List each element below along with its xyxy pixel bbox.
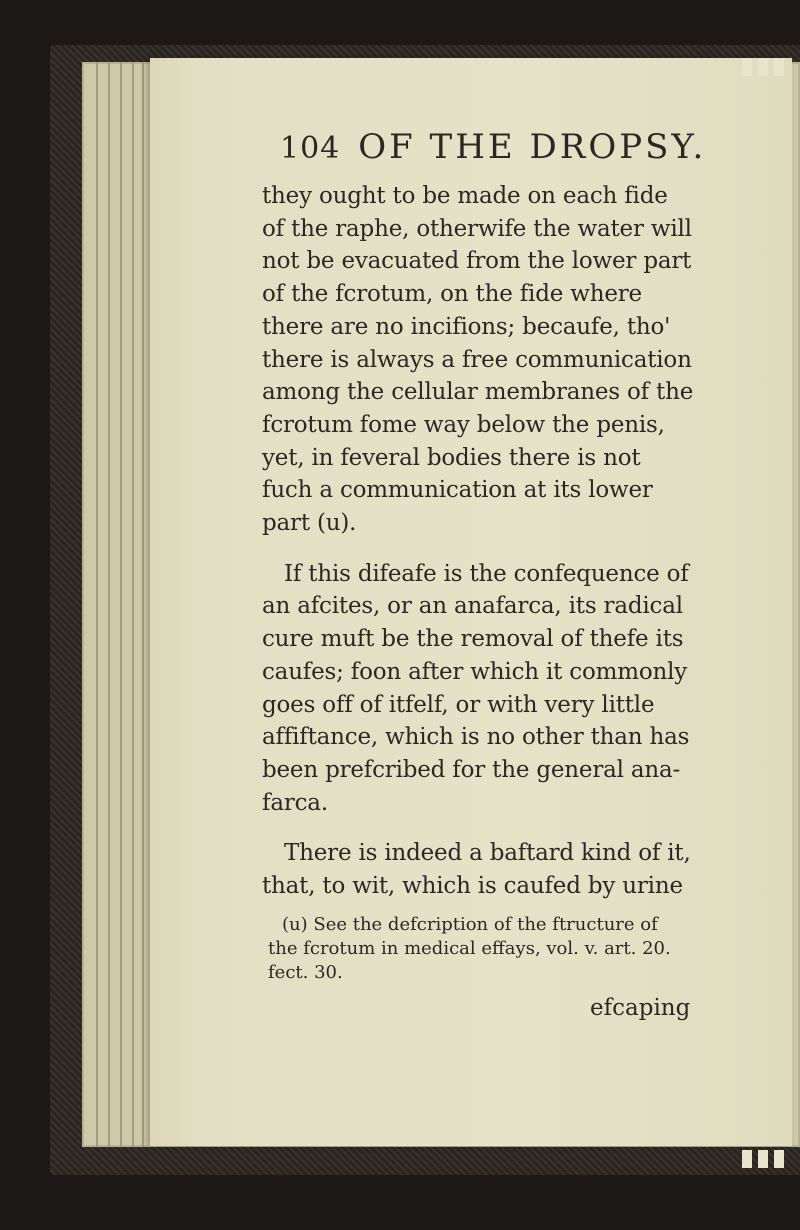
- page-edge: [108, 62, 110, 1147]
- body-text: [262, 180, 732, 903]
- text-line: yet, in feveral bodies there is not: [262, 444, 641, 471]
- footnote: [268, 913, 738, 985]
- text-line: cure muft be the removal of thefe its: [262, 626, 684, 653]
- footnote-line: fect. 30.: [268, 962, 343, 983]
- clasp-mark: [758, 58, 768, 76]
- text-line: that, to wit, which is caufed by urine: [262, 873, 683, 900]
- footnote-line: the fcrotum in medical effays, vol. v. art. 20.: [268, 938, 671, 959]
- text-line: of the fcrotum, on the fide where: [262, 281, 642, 308]
- running-head-title: OF THE DROPSY.: [358, 127, 707, 167]
- text-line: fcrotum fome way below the penis,: [262, 411, 665, 438]
- text-line: among the cellular membranes of the: [262, 379, 694, 406]
- text-line: goes off of itfelf, or with very little: [262, 691, 655, 718]
- text-line: they ought to be made on each fide: [262, 183, 668, 209]
- text-line: affiftance, which is no other than has: [262, 724, 690, 751]
- page-edge: [142, 62, 144, 1147]
- footnote-line: (u) See the defcription of the ftructure of: [282, 914, 658, 935]
- text-line: an afcites, or an anafarca, its radical: [262, 593, 683, 620]
- clasp-mark: [758, 1150, 768, 1168]
- clasp-mark: [774, 58, 784, 76]
- text-line: not be evacuated from the lower part: [262, 248, 692, 275]
- text-line: there are no incifions; becaufe, tho': [262, 313, 671, 340]
- text-line: there is always a free communication: [262, 346, 692, 373]
- catchword: efcaping: [590, 995, 691, 1021]
- page-edge: [132, 62, 134, 1147]
- text-line: of the raphe, otherwife the water will: [262, 215, 692, 242]
- text-line: If this difeafe is the confequence of: [284, 560, 689, 587]
- text-line: been prefcribed for the general ana-: [262, 756, 681, 783]
- text-line: part (u).: [262, 510, 357, 537]
- running-head: [280, 127, 720, 175]
- paragraph-gap: [262, 540, 732, 558]
- paragraph-gap: [262, 819, 732, 837]
- text-line: There is indeed a baftard kind of it,: [284, 840, 691, 867]
- text-line: farca.: [262, 789, 328, 816]
- text-line: fuch a communication at its lower: [262, 477, 653, 504]
- page-edge: [96, 62, 98, 1147]
- text-line: caufes; foon after which it commonly: [262, 658, 688, 685]
- page-number: 104: [280, 131, 341, 166]
- page-edge: [120, 62, 122, 1147]
- clasp-mark: [774, 1150, 784, 1168]
- clasp-mark: [742, 1150, 752, 1168]
- clasp-mark: [742, 58, 752, 76]
